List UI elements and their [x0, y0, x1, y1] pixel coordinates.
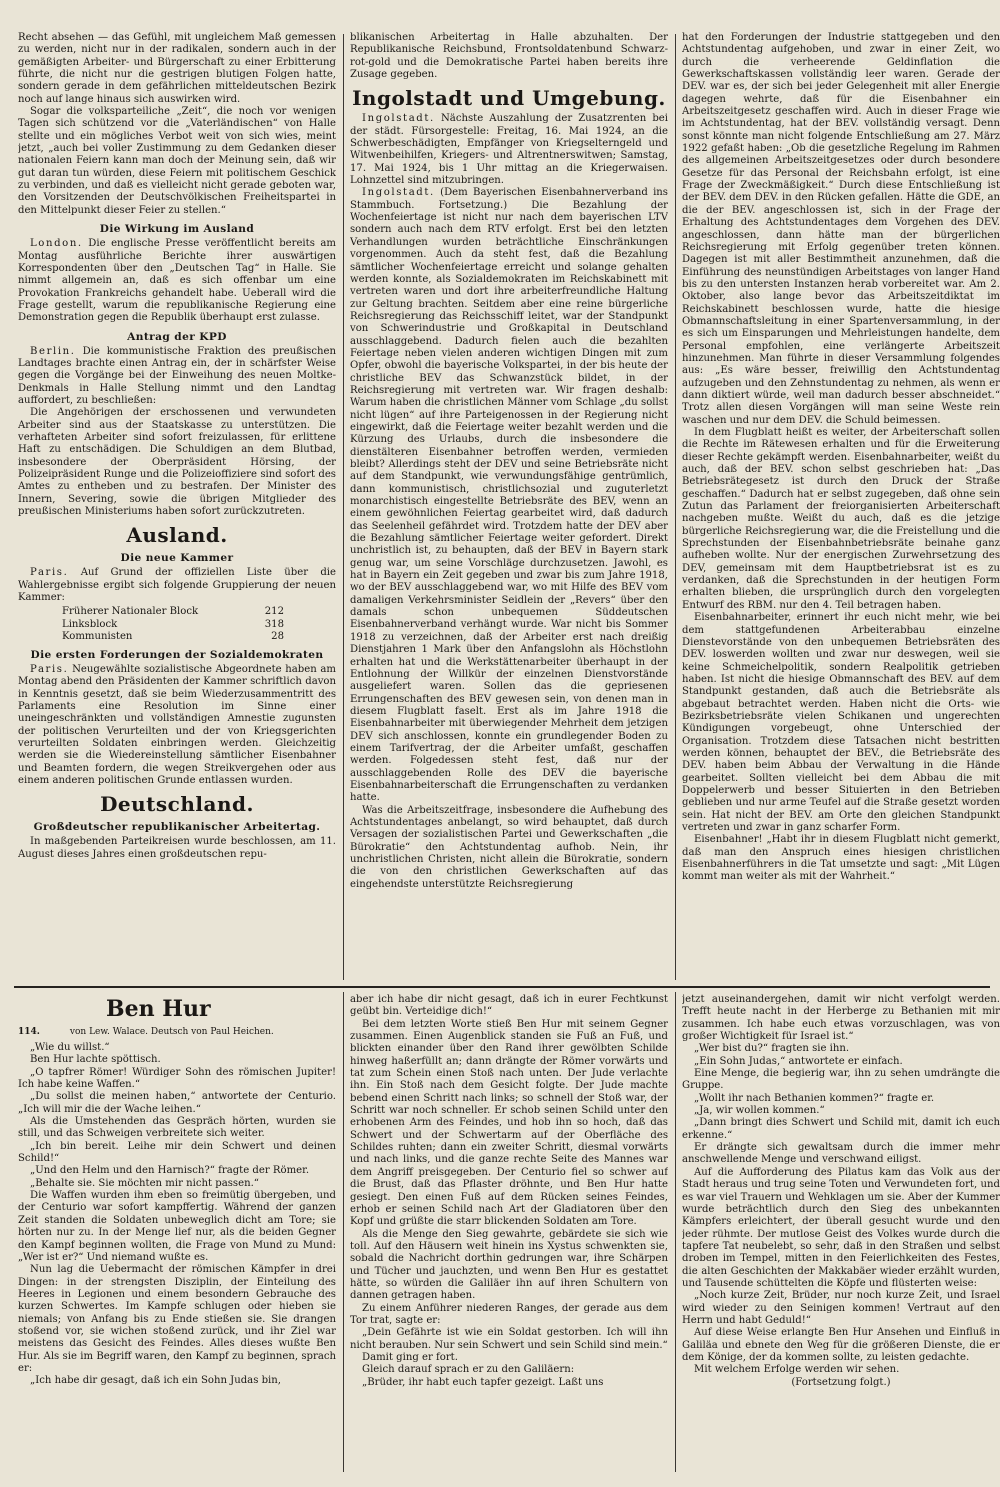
dateline: Ingolstadt.	[362, 187, 435, 199]
table-row	[62, 631, 284, 643]
story-paragraph: Als die Menge den Sieg gewahrte, gebärdete sie sich wie toll. Auf den Häusern weit hinein ins Xystus schwenkten sie, sobald die Nachricht dorthin gedrungen war, ihre Schärpen und Tücher und jauchzten, und wenn Ben Hur es gestattet hätte, so würden die Galiläer ihn auf ihren Schultern von dannen getragen haben.	[350, 1228, 668, 1302]
news-column-1	[18, 32, 336, 982]
story-paragraph: „Dein Gefährte ist wie ein Soldat gestorben. Ich will ihn nicht berauben. Nur sein Schwert und sein Schild sind mein.“	[350, 1327, 668, 1351]
row-label: Kommunisten	[62, 630, 133, 642]
dateline: Paris.	[30, 664, 69, 676]
article-paragraph: Die Angehörigen der erschossenen und verwundeten Arbeiter sind aus der Staatskasse zu unterstützen. Die verhafteten Arbeiter sind sofort freizulassen, für erlittene Haft zu entschädigen. Die Schuldigen an dem Blutbad, insbesondere der Oberpräsident Hörsing, der Polizeipräsident Runge und die Polizeioffiziere sind sofort des Amtes zu entheben und zu bestrafen. Der Minister des Innern, Severing, sowie die übrigen Mitglieder des preußischen Ministeriums haben sofort zurückzutreten.	[18, 407, 336, 518]
story-paragraph: Eine Menge, die begierig war, ihn zu sehen umdrängte die Gruppe.	[682, 1068, 1000, 1092]
serial-column-1	[18, 994, 336, 1474]
story-paragraph: „Ich bin bereit. Leihe mir dein Schwert und deinen Schild!“	[18, 1140, 336, 1165]
table-row	[62, 606, 284, 618]
section-heading: Die neue Kammer	[120, 552, 234, 565]
serial-column-2	[350, 994, 668, 1474]
story-paragraph: Ben Hur lachte spöttisch.	[30, 1054, 161, 1066]
author-credit: von Lew. Walace. Deutsch von Paul Heichen.	[69, 1027, 274, 1037]
serial-section	[18, 994, 1000, 1474]
article-text: Die englische Presse veröffentlicht bereits am Montag ausführliche Berichte ihrer auswärtigen Korrespondenten über den „Deutschen Tag“ in Halle. Sie nimmt allgemein an, daß es sich offenbar um eine Provokation Frankreichs gehandelt habe. Ueberall wird die Frage gestellt, warum die republikanische Regierung eine Demonstration gegen die Republik überhaupt erst zulasse.	[18, 238, 336, 324]
article-paragraph: Recht absehen — das Gefühl, mit ungleichem Maß gemessen zu werden, nicht nur in der radikalen, sondern auch in der gemäßigten Arbeiter- und Bürgerschaft zu einer Erbitterung führte, die nicht nur die gestrigen blutigen Folgen hatte, sondern gerade in dem gefährlichen mitteldeutschen Bezirk noch auf lange hinaus sich auswirken wird.	[18, 32, 336, 105]
section-heading: Großdeutscher republikanischer Arbeitertag.	[33, 821, 321, 834]
story-paragraph: „Wie du willst.“	[30, 1042, 110, 1053]
story-paragraph: Er drängte sich gewaltsam durch die immer mehr anschwellende Menge und verschwand eiligst.	[682, 1142, 1000, 1166]
feuilleton-rule	[14, 986, 990, 988]
section-heading: Ausland.	[126, 523, 228, 548]
story-paragraph: „Ja, wir wollen kommen.“	[694, 1105, 825, 1117]
article-paragraph: Eisenbahnarbeiter, erinnert ihr euch nicht mehr, wie bei dem stattgefundenen Arbeiterabbau einzelne Dienstevorstände von den unbequemen Betriebsräten des DEV. loswerden wollten und zwar nur deswegen, weil sie keine Schmeichelpolitik, sondern Realpolitik getrieben haben. Ist nicht die hiesige Obmannschaft des BEV. auf dem Standpunkt gestanden, daß auch die Betriebsräte als abgebaut betrachtet werden. Haben nicht die Orts- wie Bezirksbetriebsräte vielen Schikanen und ungerechten Kündigungen vorgebeugt, ohne Unterschied der Organisation. Trotzdem diese Tatsachen nicht bestritten werden können, behauptet der BEV., die Betriebsräte des DEV. haben beim Abbau der Verwaltung in die Hände gearbeitet. Sollten vielleicht bei dem Abbau die mit Doppelerwerb und besser Situierten in den Betrieben geblieben und nur arme Teufel auf die Straße gesetzt worden sein. Hat nicht der BEV. am Orte den gleichen Standpunkt vertreten und zwar in ganz scharfer Form.	[682, 612, 1000, 833]
article-paragraph	[350, 187, 668, 804]
news-column-3	[682, 32, 1000, 982]
story-paragraph: „O tapfrer Römer! Würdiger Sohn des römischen Jupiter! Ich habe keine Waffen.“	[18, 1066, 336, 1091]
story-paragraph: „Dann bringt dies Schwert und Schild mit, damit ich euch erkenne.“	[682, 1117, 1000, 1141]
article-paragraph	[18, 238, 336, 324]
row-value: 212	[264, 606, 284, 618]
serial-byline	[18, 1026, 336, 1038]
article-paragraph: In dem Flugblatt heißt es weiter, der Arbeiterschaft sollen die Rechte im Rätewesen erhalten und für die Erweiterung dieser Rechte gekämpft werden. Eisenbahnarbeiter, weißt du auch, daß der BEV. schon selbst geschrieben hat: „Das Betriebsrätegesetz ist durch den Druck der Straße geschaffen.“ Dadurch hat er selbst zugegeben, daß ohne sein Zutun das Parlament der freiorganisierten Arbeiterschaft nachgeben mußte. Weißt du auch, daß es die jetzige bürgerliche Reichsregierung war, die die Freistellung und die Sprechstunden der Eisenbahnbetriebsräte beinahe ganz aufheben wollte. Nur der energischen Zurwehrsetzung des DEV, gemeinsam mit dem Hauptbetriebsrat ist es zu verdanken, daß die Sprechstunden in der heutigen Form erhalten blieben, die ursprünglich durch den vorgelegten Entwurf des RBM. nur den 4. Teil betragen haben.	[682, 427, 1000, 611]
story-paragraph: „Brüder, ihr habt euch tapfer gezeigt. Laßt uns	[362, 1376, 604, 1388]
row-value: 28	[271, 630, 284, 642]
story-paragraph: Auf die Aufforderung des Pilatus kam das Volk aus der Stadt heraus und trug seine Toten und Verwundeten fort, und es war viel Trauern und Wehklagen um sie. Aber der Kummer wurde beträchtlich durch den Sieg des unbekannten Kämpfers erleichtert, der überall gesucht wurde und den jeder rühmte. Der mutlose Geist des Volkes wurde durch die tapfere Tat neubelebt, so sehr, daß in den Straßen und selbst droben im Tempel, mitten in den Feierlichkeiten des Festes, die alten Geschichten der Makkabäer wieder erzählt wurden, und Tausende schüttelten die Köpfe und flüsterten weise:	[682, 1166, 1000, 1289]
article-paragraph: Eisenbahner! „Habt ihr in diesem Flugblatt nicht gemerkt, daß man den Anspruch eines hiesigen christlichen Eisenbahnerführers in die Tat umsetzte und sagt: „Mit Lügen kommt man weiter als mit der Wahrheit.“	[682, 834, 1000, 883]
story-paragraph: Auf diese Weise erlangte Ben Hur Ansehen und Einfluß in Galiläa und ebnete den Weg für die größeren Dienste, die er dem Könige, der da kommen sollte, zu leisten gedachte.	[682, 1327, 1000, 1363]
article-paragraph	[18, 346, 336, 408]
story-paragraph: „Noch kurze Zeit, Brüder, nur noch kurze Zeit, und Israel wird wieder zu den Seinigen kommen! Vertraut auf den Herrn und habt Geduld!“	[682, 1290, 1000, 1326]
section-heading: Die Wirkung im Ausland	[99, 223, 255, 236]
continued-note: (Fortsetzung folgt.)	[791, 1376, 891, 1388]
dateline: Berlin.	[30, 345, 76, 357]
row-label: Früherer Nationaler Block	[62, 606, 199, 618]
installment-number: 114.	[18, 1027, 40, 1037]
news-section	[18, 32, 1000, 982]
article-text: (Dem Bayerischen Eisenbahnerverband ins Stammbuch. Fortsetzung.) Die Bezahlung der Wochenfeiertage ist nicht nur nach dem bayerischen LTV sondern auch nach dem RTV erfolgt. Erst bei den letzten Verhandlungen wurden beträchtliche Einschränkungen vorgenommen. Auch da steht fest, daß die Bezahlung sämtlicher Wochenfeiertage erreicht und solange gehalten werden konnte, als Sozialdemokraten im Reichskabinett mit vertreten waren und dort ihre arbeiterfreundliche Haltung zur Geltung brachten. Seitdem aber eine reine bürgerliche Reichsregierung das Reichsschiff leitet, war der Standpunkt von Schwerindustrie und Großkapital in Deutschland ausschlaggebend. Dadurch fielen auch die bezahlten Feiertage neben vielen anderen wichtigen Dingen mit zum Opfer, obwohl die bayerische Volkspartei, in der bis heute der christliche BEV das Schwanzstück bildet, in der Reichsregierung mit vertreten war. Wir fragen deshalb: Warum haben die christlichen Männer vom Schlage „du sollst nicht lügen“ auf ihre Parteigenossen in der Regierung nicht eingewirkt, daß die Feiertage weiter bezahlt werden und die Kürzung des Urlaubs, durch die insbesondere die dienstälteren Eisenbahner betroffen werden, vermieden bleibt? Allerdings steht der DEV und seine Betriebsräte nicht auf dem Standpunkt, wie verwundungsfähige gentrümlich, dann kommunistisch, christlichsozial und zuguterletzt monarchistisch eingestellte Betriebsräte des BEV, wenn an einem gewöhnlichen Feiertag gearbeitet wird, daß dadurch das Seelenheil gefährdet wird. Trotzdem hatte der DEV aber die Bezahlung sämtlicher Feiertage weiter gefordert. Direkt unchristlich ist, zu behaupten, daß der BEV in Bayern stark genug war, um seine Vorschläge durchzusetzen. Jawohl, es hat in Bayern ein Zeit gegeben und zwar bis zum Jahre 1918, wo der BEV ausschlaggebend war, wo mit Hilfe des BEV vom damaligen Verkehrsminister Seidlein der „Revers“ über den damals schon unbequemen Süddeutschen Eisenbahnerverband verhängt wurde. War nicht bis Sommer 1918 zu verzeichnen, daß der Arbeiter erst nach dreißig Dienstjahren 1 Mark über den Anfangslohn als Höchstlohn erhalten hat und die Werkstättenarbeiter überhaupt in der Entlohnung der Willkür der einzelnen Dienstvorstände ausgeliefert waren. Sollen das die gepriesenen Errungenschaften des BEV gewesen sein, von denen man in diesem Flugblatt faselt. Erst als im Jahre 1918 die Eisenbahnarbeiter mit überwiegender Mehrheit dem jetzigen DEV sich anschlossen, konnte ein grundlegender Boden zu einem Tarifvertrag, der die Arbeiter umfaßt, geschaffen werden. Folgedessen steht fest, daß nur der ausschlaggebenden Rolle des DEV die bayerische Eisenbahnarbeiterschaft die Errungenschaften zu verdanken hatte.	[350, 187, 668, 804]
section-heading: Deutschland.	[100, 792, 254, 817]
story-paragraph: jetzt auseinandergehen, damit wir nicht verfolgt werden. Trefft heute nacht in der Herberge zu Bethanien mit mir zusammen. Ich habe euch etwas vorzuschlagen, was von großer Wichtigkeit für Israel ist.“	[682, 994, 1000, 1043]
story-paragraph: Damit ging er fort.	[362, 1351, 458, 1363]
article-paragraph: hat den Forderungen der Industrie stattgegeben und den Achtstundentag aufgehoben, und zwar in einer Zeit, wo durch die verheerende Geldinflation die Gewerkschaftskassen vollständig leer waren. Gerade der DEV. war es, der sich bei jeder Gelegenheit mit aller Energie dagegen wehrte, daß für die Eisenbahner ein Arbeitszeitgesetz geschaffen wird. Auch in dieser Frage wie im Achtstundentag, hat der BEV. vollständig versagt. Denn sonst könnte man nicht folgende Entschließung am 27. März 1922 gefaßt haben: „Ob die gesetzliche Regelung im Rahmen des allgemeinen Arbeitszeitgesetzes oder durch besondere Gesetze für das Personal der Reichsbahn erfolgt, ist eine Frage der Zweckmäßigkeit.“ Durch diese Entschließung ist der BEV. dem DEV. in den Rücken gefallen. Hätte die GDE, an die der BEV. angeschlossen ist, sich in der Frage der Erhaltung des Achtstundentages dem Vorgehen des DEV. angeschlossen, dann hätte man der bürgerlichen Reichsregierung mit Erfolg gegenüber treten können. Dagegen ist mit aller Bestimmtheit anzunehmen, daß die Einführung des neunstündigen Arbeitstages von langer Hand bis zu den untersten Instanzen herab vorbereitet war. Am 2. Oktober, also lange bevor das Arbeitszeitdiktat im Reichskabinett beschlossen wurde, hatte die hiesige Obmannschaftsleitung in einer Spartenversammlung, in der es sich um Einsparungen und Mehrleistungen handelte, dem Personal empfohlen, eine verlängerte Arbeitszeit hinzunehmen. Man führte in dieser Versammlung folgendes aus: „Es wäre besser, freiwillig den Achtstundentag aufzugeben und den Zehnstundentag zu nehmen, als wenn er dann diktiert würde, weil man dadurch besser abschneidet.“ Trotz allen diesen Vorgängen will man seine Weste rein waschen und nur dem DEV. die Schuld beimessen.	[682, 32, 1000, 426]
story-paragraph: „Und den Helm und den Harnisch?“ fragte der Römer.	[30, 1165, 310, 1177]
story-paragraph: „Wollt ihr nach Bethanien kommen?“ fragte er.	[694, 1092, 935, 1104]
section-heading: Ingolstadt und Umgebung.	[352, 86, 666, 111]
article-text: Auf Grund der offiziellen Liste über die Wahlergebnisse ergibt sich folgende Gruppierung der neuen Kammer:	[18, 567, 336, 604]
story-paragraph: Zu einem Anführer niederen Ranges, der gerade aus dem Tor trat, sagte er:	[350, 1302, 668, 1326]
story-paragraph: „Ich habe dir gesagt, daß ich ein Sohn Judas bin,	[30, 1375, 281, 1387]
section-heading: Antrag der KPD	[127, 330, 227, 343]
chamber-table	[62, 606, 284, 643]
story-paragraph: „Du sollst die meinen haben,“ antwortete der Centurio. „Ich will mir die der Wache leihen.“	[18, 1091, 336, 1115]
story-paragraph: Als die Umstehenden das Gespräch hörten, wurden sie still, und das Schweigen verbreitete sich weiter.	[18, 1116, 336, 1140]
article-paragraph	[18, 664, 336, 787]
serial-title: Ben Hur	[106, 996, 211, 1022]
row-label: Linksblock	[62, 618, 118, 630]
article-text: Nächste Auszahlung der Zusatzrenten bei der städt. Fürsorgestelle: Freitag, 16. Mai 1924, an die Schwerbeschädigten, Empfänger von Kriegselterngeld und Witwenbeihilfen, Kriegers- und Altrentnerswitwen; Samstag, 17. Mai 1924, bis 1 Uhr mittag an die Kriegerwaisen. Lohnzettel sind mitzubringen.	[350, 113, 668, 187]
dateline: Paris.	[30, 567, 69, 579]
story-paragraph: Die Waffen wurden ihm eben so freimütig übergeben, und der Centurio war sofort kampffertig. Während der ganzen Zeit standen die Soldaten unbeweglich dicht am Tore; sie hörten nur zu. In der Menge lief nur, als die beiden Gegner den Kampf beginnen wollten, die Frage von Mund zu Mund: „Wer ist er?“ Und niemand wußte es.	[18, 1190, 336, 1263]
story-paragraph: aber ich habe dir nicht gesagt, daß ich in eurer Fechtkunst geübt bin. Verteidige dich!“	[350, 994, 668, 1018]
row-value: 318	[264, 618, 284, 630]
article-paragraph	[18, 567, 336, 604]
article-paragraph: Sogar die volksparteiliche „Zeit“, die noch vor wenigen Tagen sich schützend vor die „Vaterländischen“ von Halle stellte und ein mögliches Verbot weit von sich wies, meint jetzt, „auch bei voller Zustimmung zu dem Gedanken dieser nationalen Feiern kann man doch der Meinung sein, daß wir gut daran tun würden, diese Feiern mit politischem Geschick zu verbinden, und daß es vielleicht nicht gerade geboten war, den Vorsitzenden der Deutschvölkischen Freiheitspartei in den Mittelpunkt dieser Feier zu stellen.“	[18, 106, 336, 216]
dateline: Ingolstadt.	[362, 113, 435, 125]
article-paragraph	[350, 113, 668, 187]
article-text: Neugewählte sozialistische Abgeordnete haben am Montag abend den Präsidenten der Kammer schriftlich davon in Kenntnis gesetzt, daß sie beim Wiederzusammentritt des Parlaments eine Resolution im Sinne einer uneingeschränkten und vollständigen Amnestie zugunsten der politischen Verurteilten und der von Kriegsgerichten verurteilten Soldaten einbringen werden. Gleichzeitig werden sie die Wiedereinstellung sämtlicher Eisenbahner und Beamten fordern, die wegen Streikvergehen oder aus einem anderen politischen Grunde entlassen wurden.	[18, 664, 336, 787]
story-paragraph: Gleich darauf sprach er zu den Galiläern:	[362, 1364, 575, 1376]
story-paragraph: Nun lag die Uebermacht der römischen Kämpfer in drei Dingen: in der strengsten Disziplin, der Einteilung des Heeres in Legionen und einem besondern Gebrauche des kurzen Schwertes. Im Kampfe schlugen oder hieben sie niemals; von Anfang bis zu Ende stießen sie. Sie drangen stoßend vor, sie wichen stoßend zurück, und ihr Ziel war meistens das Gesicht des Feindes. Alles dieses wußte Ben Hur. Als sie im Begriff waren, den Kampf zu beginnen, sprach er:	[18, 1264, 336, 1374]
dateline: London.	[30, 238, 83, 250]
article-paragraph: In maßgebenden Parteikreisen wurde beschlossen, am 11. August dieses Jahres einen großdeutschen repu-	[18, 836, 336, 860]
story-paragraph: Mit welchem Erfolge werden wir sehen.	[694, 1364, 900, 1376]
article-paragraph: blikanischen Arbeitertag in Halle abzuhalten. Der Republikanische Reichsbund, Frontsoldatenbund Schwarz-rot-gold und die Demokratische Partei haben bereits ihre Zusage gegeben.	[350, 32, 668, 81]
story-paragraph: Bei dem letzten Worte stieß Ben Hur mit seinem Gegner zusammen. Einen Augenblick standen sie Fuß an Fuß, und blickten einander über den Rand ihrer gewölbten Schilde hinweg haßerfüllt an; dann drängte der Römer vorwärts und tat zum Schein einen Stoß nach unten. Der Jude verlachte ihn. Ein Stoß nach dem Gesicht folgte. Der Jude machte bebend einen Schritt nach links; so schnell der Stoß war, der Schritt war noch schneller. Er schob seinen Schild unter den erhobenen Arm des Feindes, und hob ihn so hoch, daß das Schwert und der Schwertarm auf der Oberfläche des Schildes ruhten; dann ein zweiter Schritt, diesmal vorwärts und nach links, und die ganze rechte Seite des Mannes war dem Angriff preisgegeben. Der Centurio fiel so schwer auf die Brust, daß das Pflaster dröhnte, und Ben Hur hatte gesiegt. Den einen Fuß auf dem Rücken seines Feindes, erhob er seinen Schild nach Art der Gladiatoren über den Kopf und grüßte die starr blickenden Soldaten am Tore.	[350, 1018, 668, 1228]
story-paragraph: „Behalte sie. Sie möchten mir nicht passen.“	[30, 1177, 259, 1189]
article-paragraph: Was die Arbeitszeitfrage, insbesondere die Aufhebung des Achtstundentages anbelangt, so wird behauptet, daß durch Versagen der sozialistischen Partei und Gewerkschaften „die Bürokratie“ den Achtstundentag aufhob. Nein, ihr unchristlichen Christen, nicht allein die Bürokratie, sondern die von den christlichen Gewerkschaften auf das eingehendste unterstützte Reichsregierung	[350, 804, 668, 890]
serial-column-3	[682, 994, 1000, 1474]
article-text: Die kommunistische Fraktion des preußischen Landtages brachte einen Antrag ein, der in schärfster Weise gegen die Vorgänge bei der Einweihung des neuen Moltke-Denkmals in Halle Stellung nimmt und den Landtag auffordert, zu beschließen:	[18, 345, 336, 406]
story-paragraph: „Wer bist du?“ fragten sie ihn.	[694, 1043, 850, 1055]
story-paragraph: „Ein Sohn Judas,“ antwortete er einfach.	[694, 1055, 903, 1067]
section-heading: Die ersten Forderungen der Sozialdemokraten	[30, 649, 324, 662]
news-column-2	[350, 32, 668, 982]
table-row	[62, 619, 284, 631]
